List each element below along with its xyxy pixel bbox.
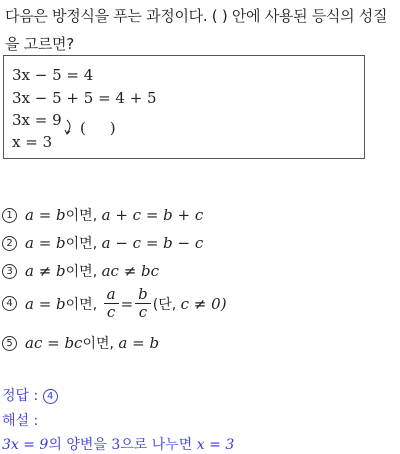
option-number-circle: 4: [2, 296, 17, 311]
option-connector: 이면,: [65, 296, 98, 313]
explanation-text-1: 의 양변을: [48, 437, 107, 453]
option-3[interactable]: [2, 261, 159, 281]
fraction-a-over-c: [104, 286, 119, 321]
blank-parenthesis: ( ): [80, 119, 116, 137]
option-number-circle: 3: [2, 264, 17, 279]
option-number-circle: 5: [2, 336, 17, 351]
explanation-text-2: 으로 나누면: [120, 437, 193, 453]
option-condition: a = b: [25, 206, 66, 224]
fraction-denominator: c: [106, 303, 116, 321]
equation-line-3: 3x = 9: [12, 111, 62, 129]
answer-number-circle: 4: [43, 389, 58, 404]
option-2[interactable]: [2, 233, 203, 253]
explanation-equation-2: x = 3: [196, 437, 235, 453]
fraction-denominator: c: [138, 303, 148, 321]
option-connector: 이면,: [65, 236, 98, 252]
explanation-equation-1: 3x = 9: [2, 437, 49, 453]
option-result: ac ≠ bc: [101, 262, 160, 280]
equation-line-4: x = 3: [12, 133, 53, 151]
curved-arrow-icon: [64, 118, 76, 136]
option-condition-prefix: (단,: [152, 296, 177, 313]
explanation-line: [2, 434, 234, 454]
fraction-numerator: b: [135, 286, 151, 304]
option-connector: 이면,: [65, 208, 98, 224]
option-condition: a = b: [25, 234, 66, 252]
equation-line-1: 3x − 5 = 4: [12, 66, 94, 84]
question-text: 다음은 방정식을 푸는 과정이다. ( ) 안에 사용된 등식의 성질을 고르면?: [5, 7, 388, 53]
explanation-label: 해설 :: [2, 413, 39, 429]
equation-line-2: 3x − 5 + 5 = 4 + 5: [12, 89, 157, 107]
option-condition: ac = bc: [25, 334, 83, 352]
option-condition: a ≠ b: [25, 262, 66, 280]
fraction-b-over-c: [135, 286, 151, 321]
option-connector: 이면,: [82, 336, 114, 352]
option-5[interactable]: [2, 333, 159, 353]
explanation-number: 3: [111, 437, 121, 453]
option-4[interactable]: [2, 286, 227, 321]
option-result: a = b: [118, 334, 160, 352]
option-number-circle: 1: [2, 208, 17, 223]
fraction-numerator: a: [104, 286, 119, 304]
option-connector: 이면,: [65, 264, 98, 280]
option-condition: a = b: [25, 294, 66, 313]
answer-label: 정답 :: [2, 388, 39, 404]
option-result: a + c = b + c: [101, 206, 204, 224]
option-1[interactable]: [2, 205, 203, 225]
equation-box: [3, 55, 365, 159]
option-number-circle: 2: [2, 236, 17, 251]
option-condition-value: c ≠ 0): [180, 294, 227, 313]
equals-sign: =: [120, 294, 134, 313]
answer-line: [2, 385, 58, 405]
option-result: a − c = b − c: [101, 234, 204, 252]
